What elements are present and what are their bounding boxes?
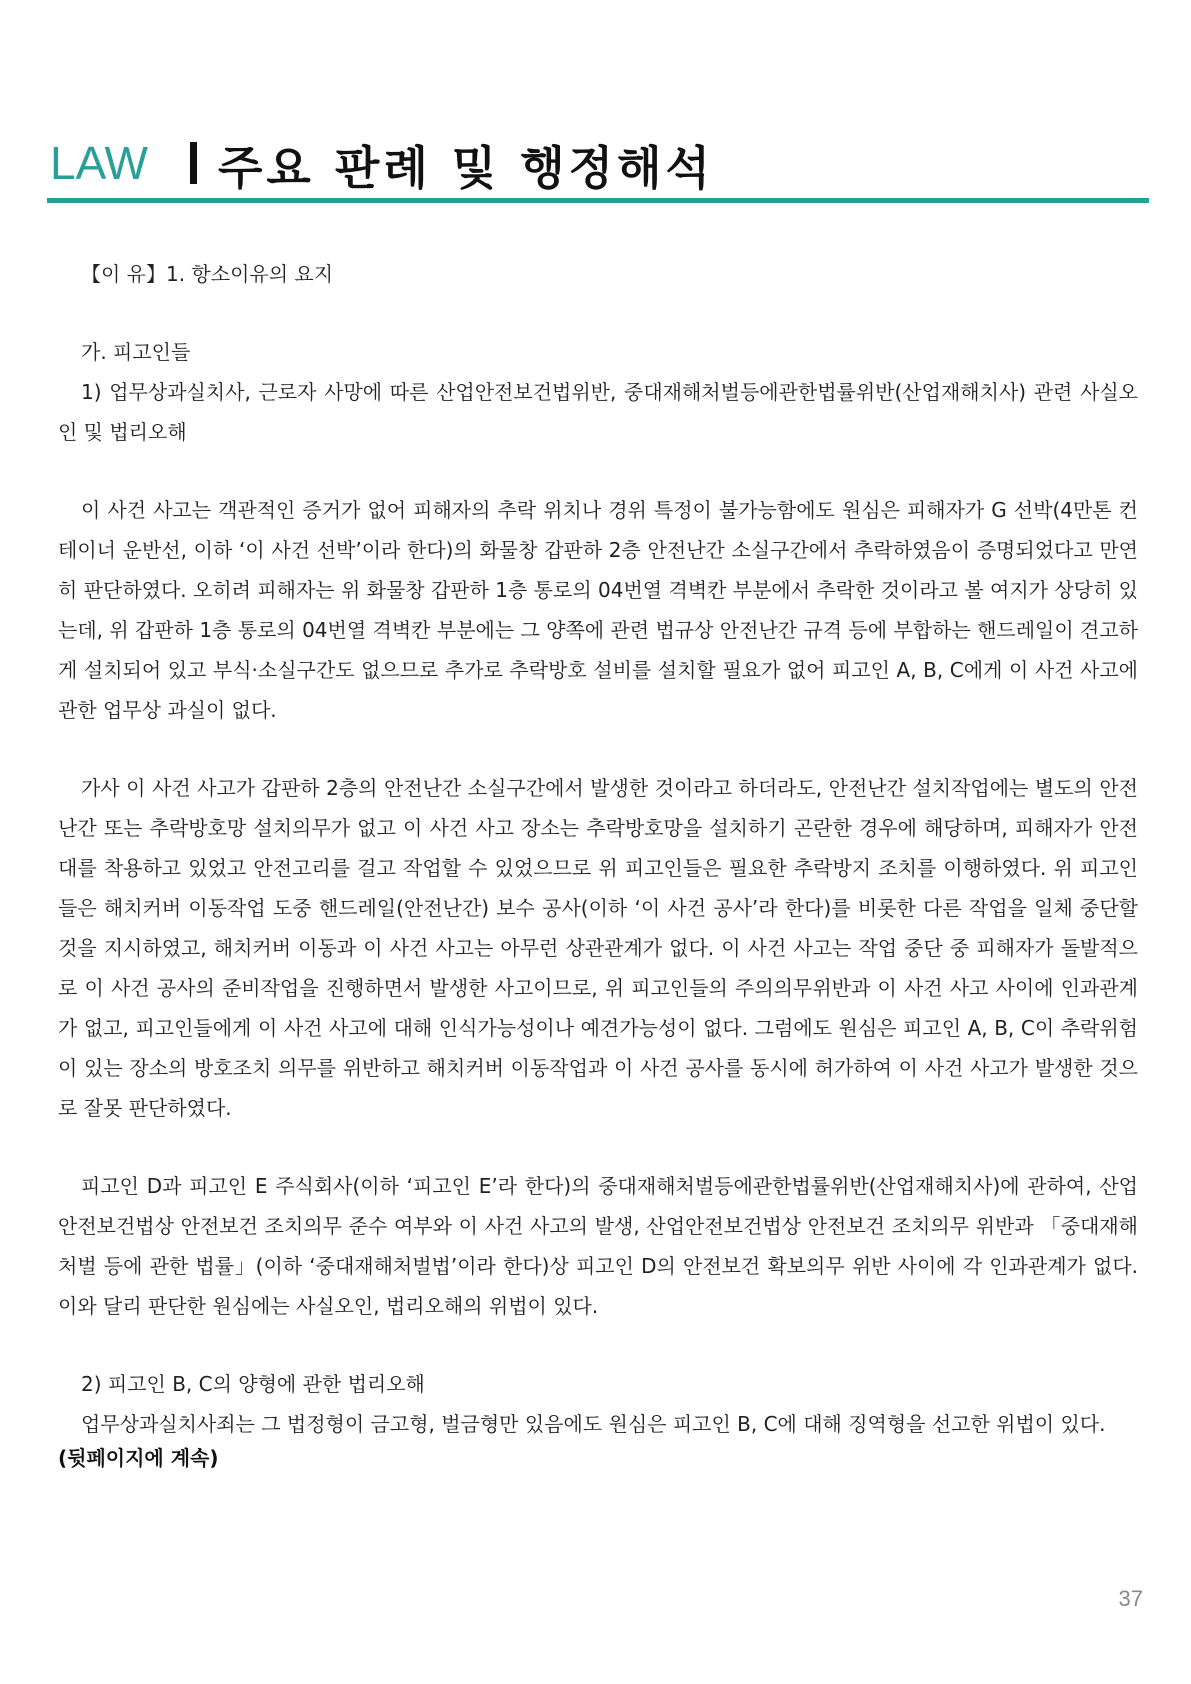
item-1-title: 1) 업무상과실치사, 근로자 사망에 따른 산업안전보건법위반, 중대재해처벌등에관한법률위반(산업재해치사) 관련 사실오인 및 법리오해	[58, 380, 1138, 444]
subsection-heading: 가. 피고인들	[81, 340, 191, 364]
paragraph-1: 이 사건 사고는 객관적인 증거가 없어 피해자의 추락 위치나 경위 특정이 불가능함에도 원심은 피해자가 G 선박(4만톤 컨테이너 운반선, 이하 ‘이 사건 선박’이라 한다)의 화물창 갑판하 2층 안전난간 소실구간에서 추락하였음이 증명되었다고 만연히 판단하였다. 오히려 피해자는 위 화물창 갑판하 1층 통로의 04번열 격벽칸 부분에서 추락한 것이라고 볼 여지가 상당히 있는데, 위 갑판하 1층 통로의 04번열 격벽칸 부분에는 그 양쪽에 관련 법규상 안전난간 규격 등에 부합하는 핸드레일이 견고하게 설치되어 있고 부식·소실구간도 없으므로 추가로 추락방호 설비를 설치할 필요가 없어 피고인 A, B, C에게 이 사건 사고에 관한 업무상 과실이 없다.	[58, 498, 1138, 722]
title-separator	[190, 142, 197, 184]
continued-note: (뒷페이지에 계속)	[58, 1446, 219, 1470]
page-title: 주요 판례 및 행정해석	[218, 141, 714, 195]
paragraph-2: 가사 이 사건 사고가 갑판하 2층의 안전난간 소실구간에서 발생한 것이라고 하더라도, 안전난간 설치작업에는 별도의 안전난간 또는 추락방호망 설치의무가 없고 이 사건 사고 장소는 추락방호망을 설치하기 곤란한 경우에 해당하며, 피해자가 안전대를 착용하고 있었고 안전고리를 걸고 작업할 수 있었으므로 위 피고인들은 필요한 추락방지 조치를 이행하였다. 위 피고인들은 해치커버 이동작업 도중 핸드레일(안전난간) 보수 공사(이하 ‘이 사건 공사’라 한다)를 비롯한 다른 작업을 일체 중단할 것을 지시하였고, 해치커버 이동과 이 사건 사고는 아무런 상관관계가 없다. 이 사건 사고는 작업 중단 중 피해자가 돌발적으로 이 사건 공사의 준비작업을 진행하면서 발생한 사고이므로, 위 피고인들의 주의의무위반과 이 사건 사고 사이에 인과관계가 없고, 피고인들에게 이 사건 사고에 대해 인식가능성이나 예견가능성이 없다. 그럼에도 원심은 피고인 A, B, C이 추락위험이 있는 장소의 방호조치 의무를 위반하고 해치커버 이동작업과 이 사건 공사를 동시에 허가하여 이 사건 사고가 발생한 것으로 잘못 판단하였다.	[58, 776, 1138, 1120]
item-2-title: 2) 피고인 B, C의 양형에 관한 법리오해	[81, 1372, 425, 1396]
page-header	[50, 132, 1150, 202]
page-number: 37	[1118, 1586, 1143, 1611]
spacer	[58, 1128, 1138, 1166]
paragraph-3: 피고인 D과 피고인 E 주식회사(이하 ‘피고인 E’라 한다)의 중대재해처벌등에관한법률위반(산업재해치사)에 관하여, 산업안전보건법상 안전보건 조치의무 준수 여부와 이 사건 사고의 발생, 산업안전보건법상 안전보건 조치의무 위반과 「중대재해 처벌 등에 관한 법률」(이하 ‘중대재해처벌법’이라 한다)상 피고인 D의 안전보건 확보의무 위반 사이에 각 인과관계가 없다. 이와 달리 판단한 원심에는 사실오인, 법리오해의 위법이 있다.	[58, 1174, 1138, 1318]
section-label: LAW	[50, 137, 148, 189]
header-rule	[47, 198, 1149, 203]
spacer	[58, 294, 1138, 332]
document-body	[58, 254, 1138, 1472]
spacer	[58, 1326, 1138, 1364]
reason-heading: 【이 유】1. 항소이유의 요지	[81, 262, 334, 286]
spacer	[58, 452, 1138, 490]
paragraph-4: 업무상과실치사죄는 그 법정형이 금고형, 벌금형만 있음에도 원심은 피고인 B, C에 대해 징역형을 선고한 위법이 있다.	[81, 1412, 1106, 1436]
spacer	[58, 730, 1138, 768]
